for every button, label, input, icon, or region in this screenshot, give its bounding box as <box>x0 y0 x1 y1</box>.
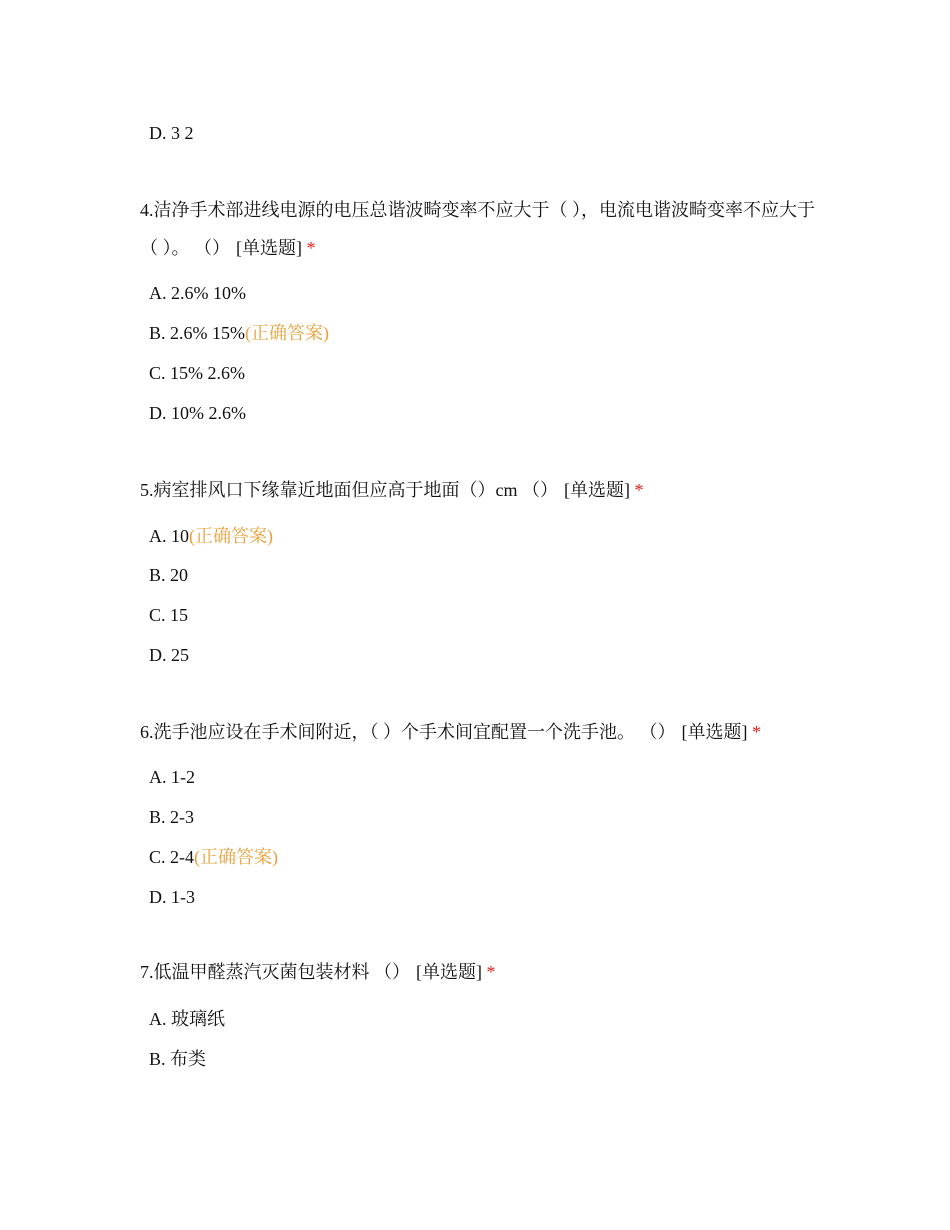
correct-answer-tag: (正确答案) <box>194 847 278 867</box>
question-text: 4.洁净手术部进线电源的电压总谐波畸变率不应大于（ ），电流电谐波畸变率不应大于（ ）。 （） <box>140 200 815 258</box>
option-item <box>149 1007 225 1031</box>
option-item <box>149 1047 206 1071</box>
option-label: C. 15 <box>149 605 189 625</box>
option-label: B. 20 <box>149 565 189 585</box>
question-title <box>140 191 830 267</box>
question-text: 7.低温甲醛蒸汽灭菌包装材料 （） <box>140 962 410 982</box>
option-label: B. 2.6% 15% <box>149 323 245 343</box>
option-item <box>149 121 194 145</box>
question-type-label: [单选题] <box>236 238 302 258</box>
correct-answer-tag: (正确答案) <box>189 526 273 546</box>
option-item <box>149 524 273 548</box>
question-type-label: [单选题] <box>416 962 482 982</box>
question-title <box>140 713 830 751</box>
option-item <box>149 845 278 869</box>
option-label: D. 25 <box>149 645 189 665</box>
option-label: A. 10 <box>149 526 189 546</box>
option-item <box>149 401 246 425</box>
option-label: C. 15% 2.6% <box>149 363 245 383</box>
required-mark: * <box>634 480 644 500</box>
option-label: A. 玻璃纸 <box>149 1009 225 1029</box>
option-label: D. 1-3 <box>149 887 195 907</box>
option-item <box>149 805 194 829</box>
option-label: C. 2-4 <box>149 847 194 867</box>
option-label: D. 3 2 <box>149 123 194 143</box>
option-label: B. 布类 <box>149 1049 207 1069</box>
option-item <box>149 765 195 789</box>
question-text: 5.病室排风口下缘靠近地面但应高于地面（）cm （） <box>140 480 558 500</box>
question-title <box>140 471 830 509</box>
correct-answer-tag: (正确答案) <box>245 323 329 343</box>
option-item <box>149 885 195 909</box>
required-mark: * <box>486 962 496 982</box>
question-title <box>140 953 830 991</box>
option-label: A. 1-2 <box>149 767 195 787</box>
option-item <box>149 563 188 587</box>
question-text: 6.洗手池应设在手术间附近，（ ）个手术间宜配置一个洗手池。 （） <box>140 722 676 742</box>
option-item <box>149 361 245 385</box>
required-mark: * <box>752 722 761 742</box>
option-item <box>149 603 188 627</box>
option-item <box>149 281 246 305</box>
option-label: A. 2.6% 10% <box>149 283 246 303</box>
option-label: D. 10% 2.6% <box>149 403 246 423</box>
option-item <box>149 321 329 345</box>
question-type-label: [单选题] <box>681 722 748 742</box>
question-type-label: [单选题] <box>564 480 630 500</box>
option-label: B. 2-3 <box>149 807 194 827</box>
option-item <box>149 643 189 667</box>
required-mark: * <box>306 238 316 258</box>
